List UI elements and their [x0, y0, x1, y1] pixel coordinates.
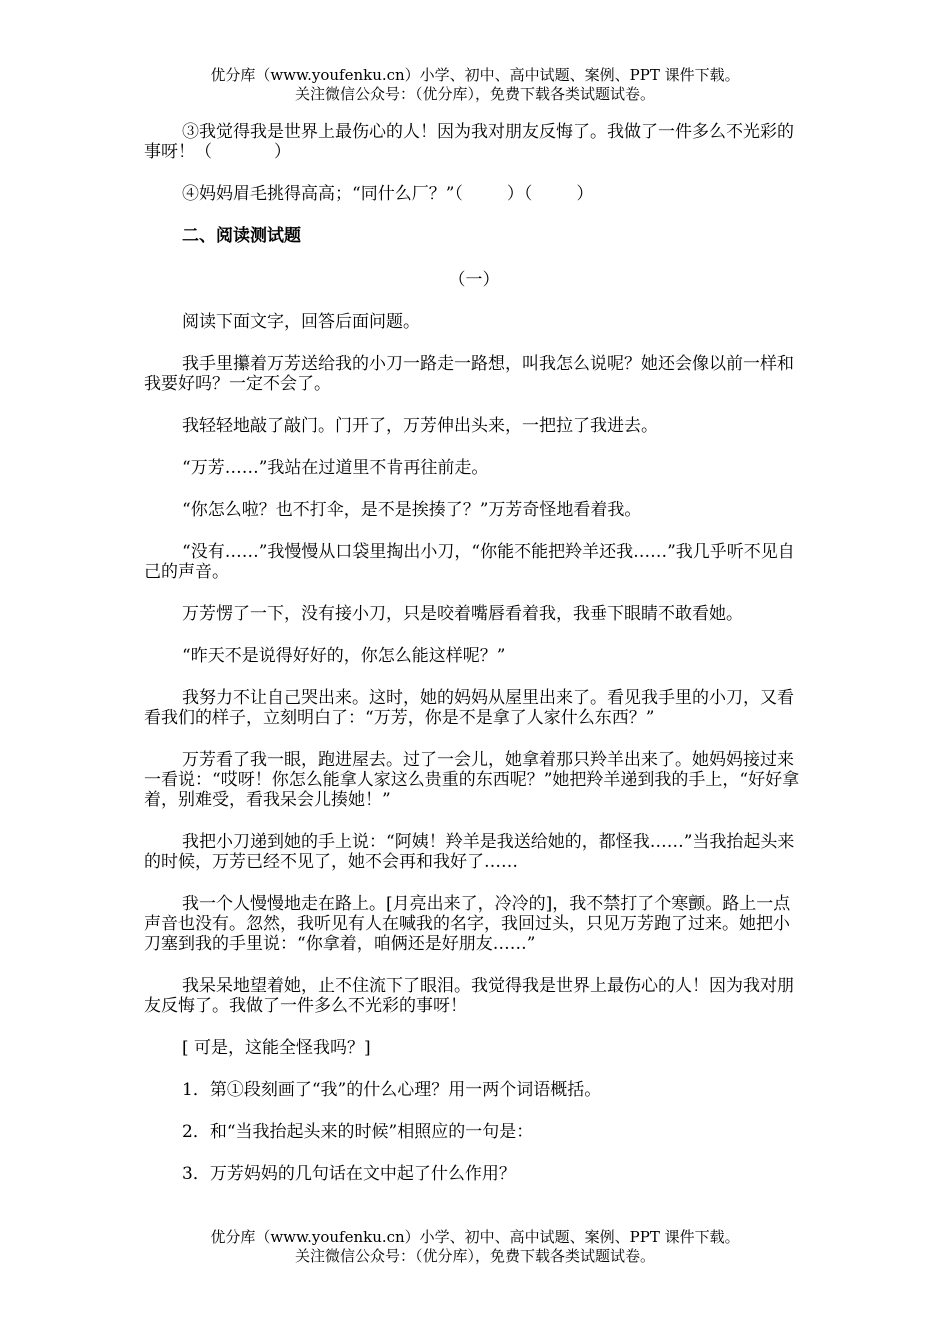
item-3	[144, 122, 804, 162]
passage-paragraph: 万芳愣了一下，没有接小刀，只是咬着嘴唇看着我，我垂下眼睛不敢看她。	[182, 604, 743, 624]
item-4-text: ④妈妈眉毛挑得高高；“同什么厂？”（	[182, 184, 463, 204]
instruction: 阅读下面文字，回答后面问题。	[182, 312, 420, 332]
header-line-2: 关注微信公众号：（优分库），免费下载各类试题试卷。	[294, 85, 655, 103]
item-3-text: ③我觉得我是世界上最伤心的人！因为我对朋友反悔了。我做了一件多么不光彩的事呀！（	[144, 122, 794, 162]
page-footer	[0, 1228, 950, 1266]
section-part-label: （一）	[448, 270, 500, 290]
passage-paragraph: [ 可是，这能全怪我吗？]	[182, 1038, 371, 1058]
footer-line-1: 优分库（www.youfenku.cn）小学、初中、高中试题、案例、PPT 课件下载。	[210, 1228, 740, 1246]
footer-line-2: 关注微信公众号：（优分库），免费下载各类试题试卷。	[294, 1247, 655, 1265]
passage-paragraph: “没有……”我慢慢从口袋里掏出小刀，“你能不能把羚羊还我……”我几乎听不见自己的声音。	[144, 542, 795, 582]
question-2: 2．和“当我抬起头来的时候”相照应的一句是：	[182, 1122, 534, 1142]
item-4	[144, 184, 804, 204]
passage-paragraph: 万芳看了我一眼，跑进屋去。过了一会儿，她拿着那只羚羊出来了。她妈妈接过来一看说：“哎呀！你怎么能拿人家这么贵重的东西呢？”她把羚羊递到我的手上，“好好拿着，别难受，看我呆会儿揍她！”	[144, 750, 800, 810]
passage-paragraph: 我努力不让自己哭出来。这时，她的妈妈从屋里出来了。看见我手里的小刀，又看看我们的样子，立刻明白了：“万芳，你是不是拿了人家什么东西？”	[144, 688, 794, 728]
question-3: 3．万芳妈妈的几句话在文中起了什么作用？	[182, 1164, 516, 1184]
passage-paragraph: “昨天不是说得好好的，你怎么能这样呢？”	[182, 646, 506, 666]
page-content	[144, 122, 804, 1206]
passage-paragraph: 我一个人慢慢地走在路上。[月亮出来了，冷冷的]，我不禁打了个寒颤。路上一点声音也没有。忽然，我听见有人在喊我的名字，我回过头，只见万芳跑了过来。她把小刀塞到我的手里说：“你拿着，咱俩还是好朋友……”	[144, 894, 791, 954]
item-4-mid: ）（	[506, 184, 533, 204]
page-header	[0, 66, 950, 104]
passage-paragraph: 我把小刀递到她的手上说：“阿姨！羚羊是我送给她的，都怪我……”当我抬起头来的时候，万芳已经不见了，她不会再和我好了……	[144, 832, 795, 872]
section-title: 二、阅读测试题	[182, 226, 301, 246]
item-3-close: ）	[274, 142, 291, 162]
passage-paragraph: 我轻轻地敲了敲门。门开了，万芳伸出头来，一把拉了我进去。	[182, 416, 658, 436]
question-1: 1．第①段刻画了“我”的什么心理？用一两个词语概括。	[182, 1080, 602, 1100]
header-line-1: 优分库（www.youfenku.cn）小学、初中、高中试题、案例、PPT 课件下载。	[210, 66, 740, 84]
passage-paragraph: “万芳……”我站在过道里不肯再往前走。	[182, 458, 489, 478]
passage-paragraph: “你怎么啦？也不打伞，是不是挨揍了？”万芳奇怪地看着我。	[182, 500, 642, 520]
passage-paragraph: 我呆呆地望着她，止不住流下了眼泪。我觉得我是世界上最伤心的人！因为我对朋友反悔了。我做了一件多么不光彩的事呀！	[144, 976, 794, 1016]
passage-paragraph: 我手里攥着万芳送给我的小刀一路走一路想，叫我怎么说呢？她还会像以前一样和我要好吗？一定不会了。	[144, 354, 794, 394]
item-4-close: ）	[576, 184, 594, 204]
